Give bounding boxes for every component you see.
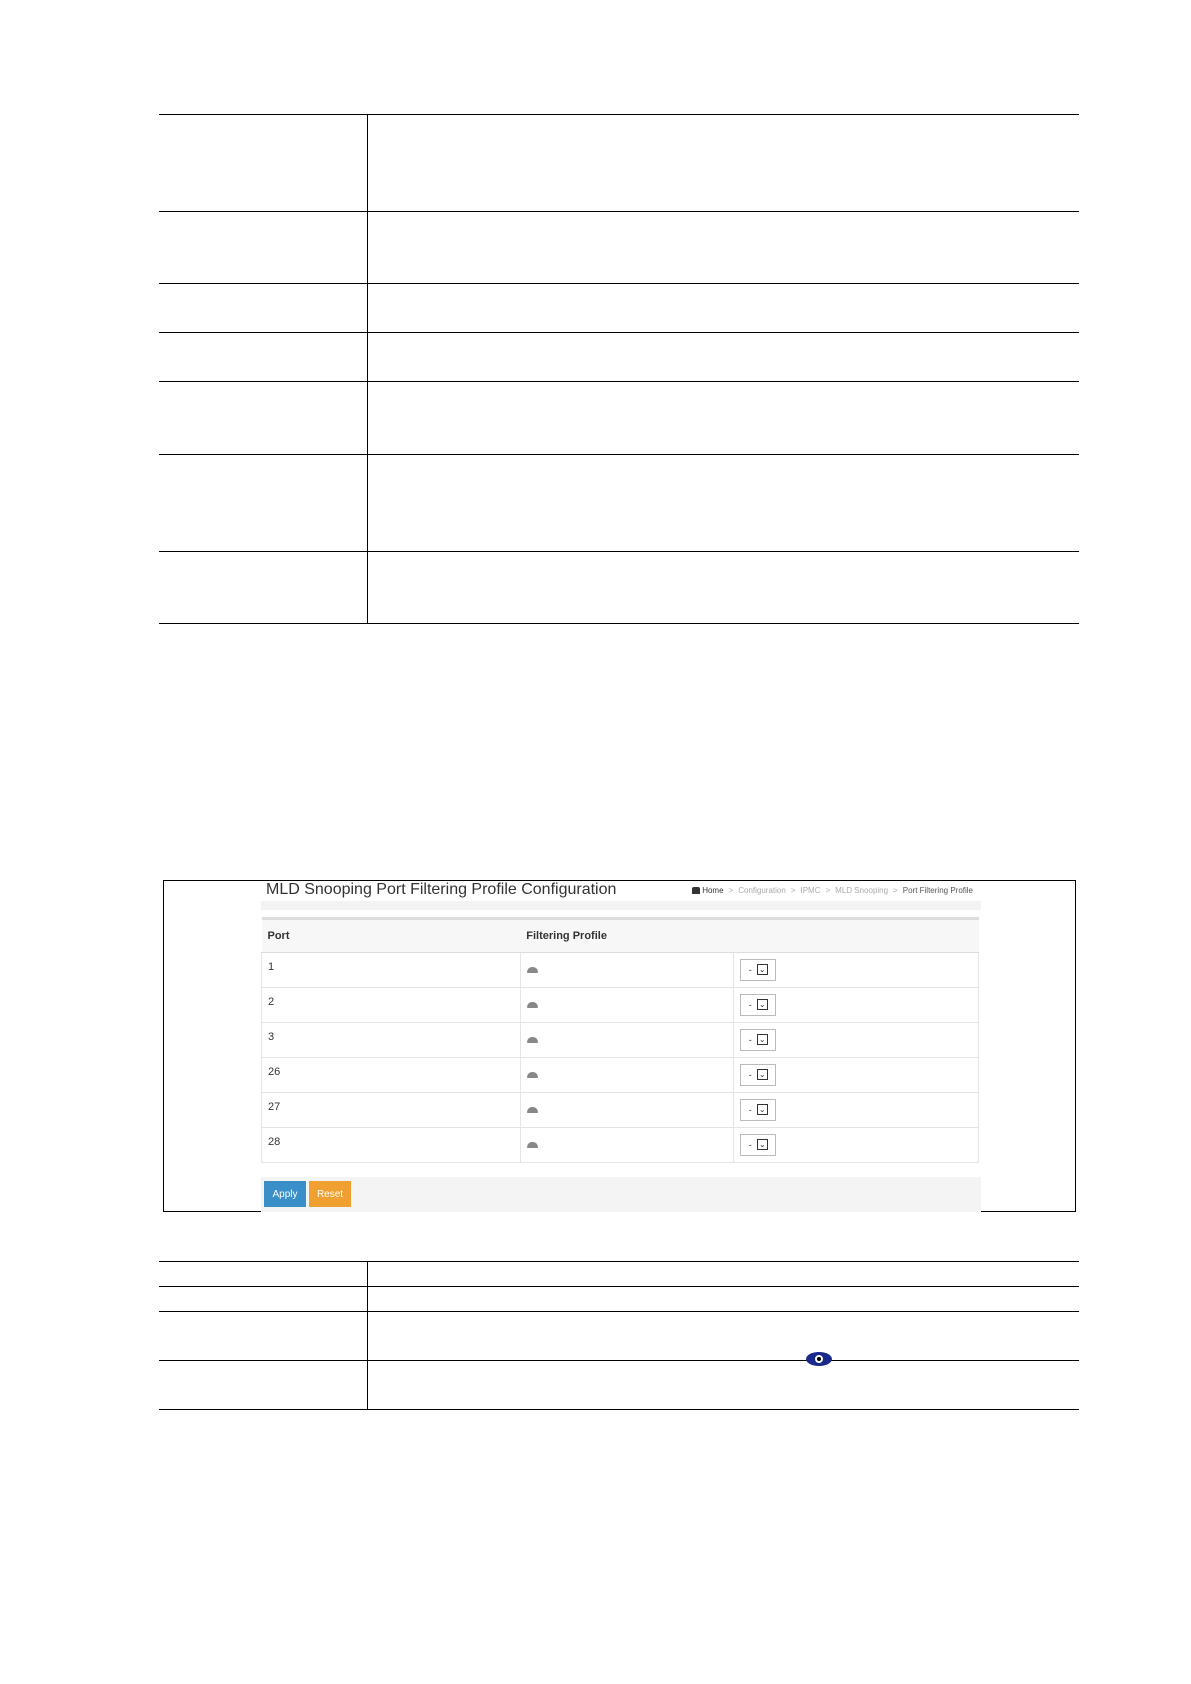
port-cell: 1	[262, 953, 521, 988]
table-row	[262, 1023, 979, 1058]
chevron-down-icon: ⌄	[757, 964, 768, 975]
table-header	[262, 919, 979, 953]
column-header-profile: Filtering Profile	[520, 919, 978, 953]
profile-icon[interactable]	[527, 1107, 538, 1113]
page-title: MLD Snooping Port Filtering Profile Configuration	[266, 881, 617, 898]
table-row	[262, 1093, 979, 1128]
table-row	[262, 1058, 979, 1093]
table-row	[159, 1262, 1079, 1287]
breadcrumb-item[interactable]: MLD Snooping	[835, 886, 889, 895]
table-row	[159, 552, 1079, 624]
apply-button[interactable]: Apply	[264, 1181, 306, 1207]
description-table-bottom	[159, 1261, 1079, 1410]
table-row	[159, 1287, 1079, 1312]
table-row	[262, 953, 979, 988]
profile-select[interactable]: - ⌄	[740, 1029, 776, 1051]
table-row	[262, 1128, 979, 1163]
table-row	[262, 988, 979, 1023]
profile-icon[interactable]	[527, 1142, 538, 1148]
filtering-profile-table	[261, 917, 979, 1163]
profile-icon[interactable]	[527, 967, 538, 973]
column-header-port: Port	[262, 919, 521, 953]
chevron-down-icon: ⌄	[757, 999, 768, 1010]
table-row	[159, 455, 1079, 552]
profile-icon[interactable]	[527, 1037, 538, 1043]
chevron-down-icon: ⌄	[757, 1034, 768, 1045]
breadcrumb: Home > Configuration > IPMC > MLD Snooping > Port Filtering Profile	[692, 886, 973, 895]
chevron-down-icon: ⌄	[757, 1139, 768, 1150]
breadcrumb-current: Port Filtering Profile	[902, 886, 973, 895]
table-row	[159, 1312, 1079, 1361]
table-row	[159, 333, 1079, 382]
header-band	[261, 901, 981, 910]
screenshot-frame	[163, 880, 1076, 1212]
table-row	[159, 1361, 1079, 1410]
eye-icon	[806, 1352, 832, 1366]
profile-select[interactable]: - ⌄	[740, 1134, 776, 1156]
port-cell: 2	[262, 988, 521, 1023]
table-row	[159, 284, 1079, 333]
reset-button[interactable]: Reset	[309, 1181, 351, 1207]
port-cell: 26	[262, 1058, 521, 1093]
profile-select[interactable]: - ⌄	[740, 1064, 776, 1086]
profile-select[interactable]: - ⌄	[740, 959, 776, 981]
breadcrumb-item[interactable]: Configuration	[738, 886, 786, 895]
profile-select[interactable]: - ⌄	[740, 994, 776, 1016]
chevron-down-icon: ⌄	[757, 1069, 768, 1080]
port-cell: 28	[262, 1128, 521, 1163]
chevron-down-icon: ⌄	[757, 1104, 768, 1115]
breadcrumb-item[interactable]: IPMC	[800, 886, 821, 895]
button-bar	[261, 1177, 981, 1212]
description-table-top	[159, 114, 1079, 624]
profile-icon[interactable]	[527, 1002, 538, 1008]
port-cell: 27	[262, 1093, 521, 1128]
table-row	[159, 115, 1079, 212]
home-icon	[692, 887, 700, 894]
table-row	[159, 212, 1079, 284]
profile-select[interactable]: - ⌄	[740, 1099, 776, 1121]
table-row	[159, 382, 1079, 455]
profile-icon[interactable]	[527, 1072, 538, 1078]
breadcrumb-home[interactable]: Home	[702, 886, 724, 895]
port-cell: 3	[262, 1023, 521, 1058]
